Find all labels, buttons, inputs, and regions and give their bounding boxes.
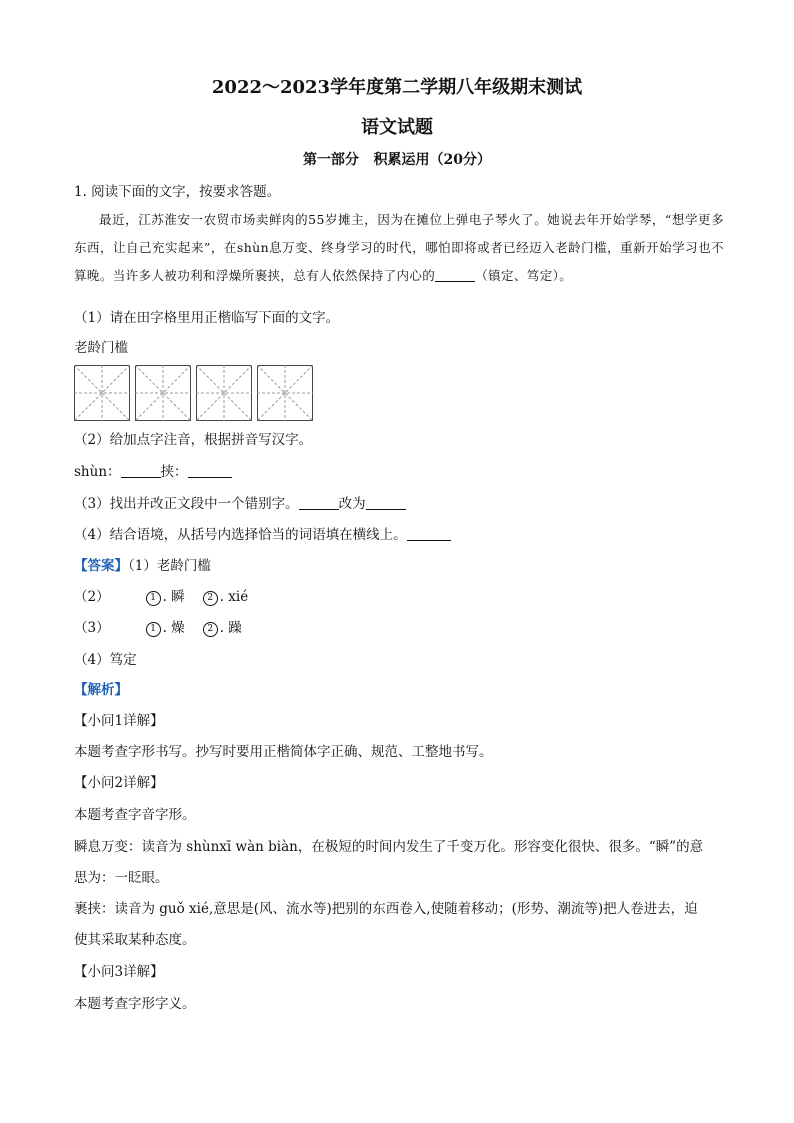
copy-text: 老龄门槛 (74, 340, 128, 356)
exam-subtitle: 语文试题 (361, 117, 433, 138)
tianzige-cell[interactable] (74, 365, 130, 421)
subquestion-4-text: （4）结合语境，从括号内选择恰当的词语填在横线上。 (74, 527, 407, 543)
answer-blank[interactable] (188, 463, 232, 478)
analysis-q1-text: 本题考查字形书写。抄写时要用正楷简体字正确、规范、工整地书写。 (74, 744, 493, 760)
answer-2-option-2-text: . xié (219, 589, 249, 605)
analysis-q2-paragraph-1: 瞬息万变：读音为 shùnxī wàn biàn，在极短的时间内发生了千变万化。形容变化很快、很多。“瞬”的意 (74, 839, 704, 855)
circled-number: 2 (203, 622, 218, 637)
analysis-q2-heading: 【小问2详解】 (74, 775, 164, 791)
answer-3-label: （3） (74, 620, 110, 636)
tianzige-cell[interactable] (196, 365, 252, 421)
section-heading: 第一部分 积累运用（20分） (302, 152, 492, 168)
circled-number: 1 (146, 591, 161, 606)
passage-tail: （镇定、笃定）。 (475, 268, 573, 283)
answer-line-3 (74, 618, 242, 638)
passage-text: 最近，江苏淮安一农贸市场卖鲜肉的55岁摊主，因为在摊位上弹电子琴火了。她说去年开始学琴，“想学更多东西，让自己充实起来”，在shùn息万变、终身学习的时代，哪怕即将或者已经迈入老龄门槛，重新开始学习也不算晚。当许多人被功利和浮燥所裹挟，总有人依然保持了内心的 (74, 212, 724, 283)
pinyin-label: shùn： (74, 464, 121, 480)
answer-2-option-1 (146, 587, 185, 607)
subquestion-4 (74, 525, 451, 545)
subquestion-3-mid: 改为 (338, 496, 366, 512)
analysis-q2-paragraph-2: 裹挟：读音为 guǒ xié,意思是(风、流水等)把别的东西卷入,使随着移动；(形势、潮流等)把人卷进去，迫 (74, 901, 698, 917)
answer-2-option-2 (203, 587, 249, 607)
tianzige-cell[interactable] (257, 365, 313, 421)
answer-3-option-2 (203, 618, 242, 638)
circled-number: 2 (203, 591, 218, 606)
analysis-q2-text: 本题考查字音字形。 (74, 807, 196, 823)
char-label: 挟： (160, 464, 188, 480)
answer-blank[interactable] (299, 495, 339, 510)
subquestion-2: （2）给加点字注音，根据拼音写汉字。 (74, 432, 313, 448)
subquestion-3-text: （3）找出并改正文段中一个错别字。 (74, 496, 299, 512)
answer-3-option-2-text: . 躁 (219, 620, 242, 636)
subquestion-3 (74, 494, 406, 514)
answer-line-2 (74, 587, 248, 607)
answer-line-1 (74, 556, 211, 576)
analysis-q1-heading: 【小问1详解】 (74, 713, 164, 729)
answer-1: （1）老龄门槛 (128, 558, 211, 574)
answer-blank[interactable] (435, 267, 475, 282)
tianzige-cell[interactable] (135, 365, 191, 421)
question-stem: 1. 阅读下面的文字，按要求答题。 (74, 184, 281, 200)
answer-blank[interactable] (407, 526, 451, 541)
answer-blank[interactable] (121, 463, 161, 478)
analysis-q3-heading: 【小问3详解】 (74, 964, 164, 980)
analysis-q2-paragraph-2-cont: 使其采取某种态度。 (74, 932, 196, 948)
answer-4: （4）笃定 (74, 652, 137, 668)
answer-3-option-1 (146, 618, 185, 638)
answer-2-option-1-text: . 瞬 (162, 589, 185, 605)
reading-passage (74, 206, 724, 290)
analysis-q3-text: 本题考查字形字义。 (74, 996, 196, 1012)
subquestion-2-blanks (74, 462, 232, 482)
circled-number: 1 (146, 622, 161, 637)
answer-3-option-1-text: . 燥 (162, 620, 185, 636)
tianzige-grid (74, 365, 313, 421)
answer-blank[interactable] (366, 495, 406, 510)
answer-2-label: （2） (74, 589, 110, 605)
exam-title: 2022～2023学年度第二学期八年级期末测试 (211, 77, 583, 98)
analysis-tag: 【解析】 (74, 682, 128, 698)
answer-tag: 【答案】 (74, 558, 128, 574)
analysis-q2-paragraph-1-cont: 思为：一眨眼。 (74, 870, 169, 886)
subquestion-1: （1）请在田字格里用正楷临写下面的文字。 (74, 310, 340, 326)
